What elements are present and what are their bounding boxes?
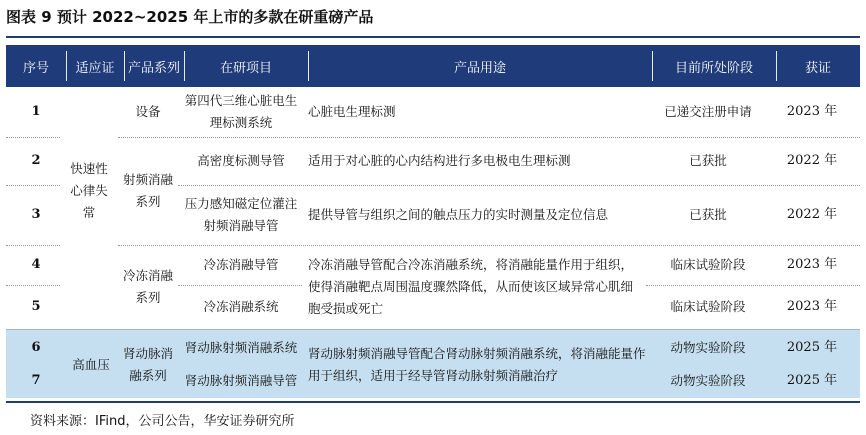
stage: 已递交注册申请	[664, 104, 752, 119]
stage: 动物实验阶段	[670, 373, 746, 388]
cert-year: 2023 年	[786, 299, 838, 314]
header-indication: 适应证	[75, 60, 115, 76]
project-name: 肾动脉射频消融系统	[184, 340, 298, 355]
indication-af: 快速性心律失常	[70, 161, 108, 220]
row-index: 1	[31, 104, 41, 119]
row-index: 6	[31, 340, 41, 355]
series-rf: 射频消融系列	[122, 172, 173, 209]
cert-year: 2023 年	[786, 104, 838, 119]
product-purpose: 冷冻消融导管配合冷冻消融系统，将消融能量作用于组织，使得消融靶点周围温度骤然降低，从而使该区域异常心肌细胞受损或死亡	[308, 257, 634, 316]
project-name: 冷冻消融系统	[203, 299, 279, 314]
figure-title: 图表 9 预计 2022~2025 年上市的多款在研重磅产品	[6, 8, 374, 26]
header-project: 在研项目	[219, 60, 272, 76]
table-header	[6, 45, 860, 87]
product-purpose: 提供导管与组织之间的触点压力的实时测量及定位信息	[308, 207, 609, 222]
series-equipment: 设备	[135, 104, 161, 119]
project-name: 压力感知磁定位灌注射频消融导管	[184, 196, 298, 233]
cert-year: 2025 年	[786, 340, 838, 355]
stage: 临床试验阶段	[670, 257, 746, 272]
row-index: 2	[31, 153, 41, 168]
cert-year: 2025 年	[786, 373, 838, 388]
project-name: 肾动脉射频消融导管	[184, 373, 298, 388]
project-name: 第四代三维心脏电生理标测系统	[184, 93, 298, 130]
row-index: 5	[31, 299, 41, 314]
indication-hbp: 高血压	[72, 357, 110, 372]
title-rule	[6, 36, 860, 38]
header-cert: 获证	[804, 60, 831, 76]
cert-year: 2022 年	[786, 207, 838, 222]
row-index: 3	[31, 207, 41, 222]
cert-year: 2023 年	[786, 257, 838, 272]
product-purpose: 肾动脉射频消融导管配合肾动脉射频消融系统，将消融能量作用于组织，适用于经导管肾动脉射频消融治疗	[308, 346, 646, 383]
cert-year: 2022 年	[786, 153, 838, 168]
product-purpose: 心脏电生理标测	[308, 104, 396, 119]
series-renal: 肾动脉消融系列	[122, 346, 173, 383]
product-purpose: 适用于对心脏的心内结构进行多电极电生理标测	[308, 153, 571, 168]
header-purpose: 产品用途	[453, 60, 506, 76]
header-stage: 目前所处阶段	[674, 60, 753, 76]
series-cryo: 冷冻消融系列	[122, 268, 173, 305]
header-series: 产品系列	[127, 60, 180, 76]
stage: 临床试验阶段	[670, 299, 746, 314]
row-index: 7	[31, 373, 41, 388]
project-name: 高密度标测导管	[197, 153, 285, 168]
stage: 已获批	[689, 153, 727, 168]
stage: 动物实验阶段	[670, 340, 746, 355]
row-index: 4	[31, 257, 41, 272]
project-name: 冷冻消融导管	[203, 257, 279, 272]
header-index: 序号	[22, 60, 49, 76]
stage: 已获批	[689, 207, 727, 222]
bottom-rule	[6, 401, 860, 403]
source-note: 资料来源：IFind，公司公告，华安证券研究所	[30, 414, 295, 429]
